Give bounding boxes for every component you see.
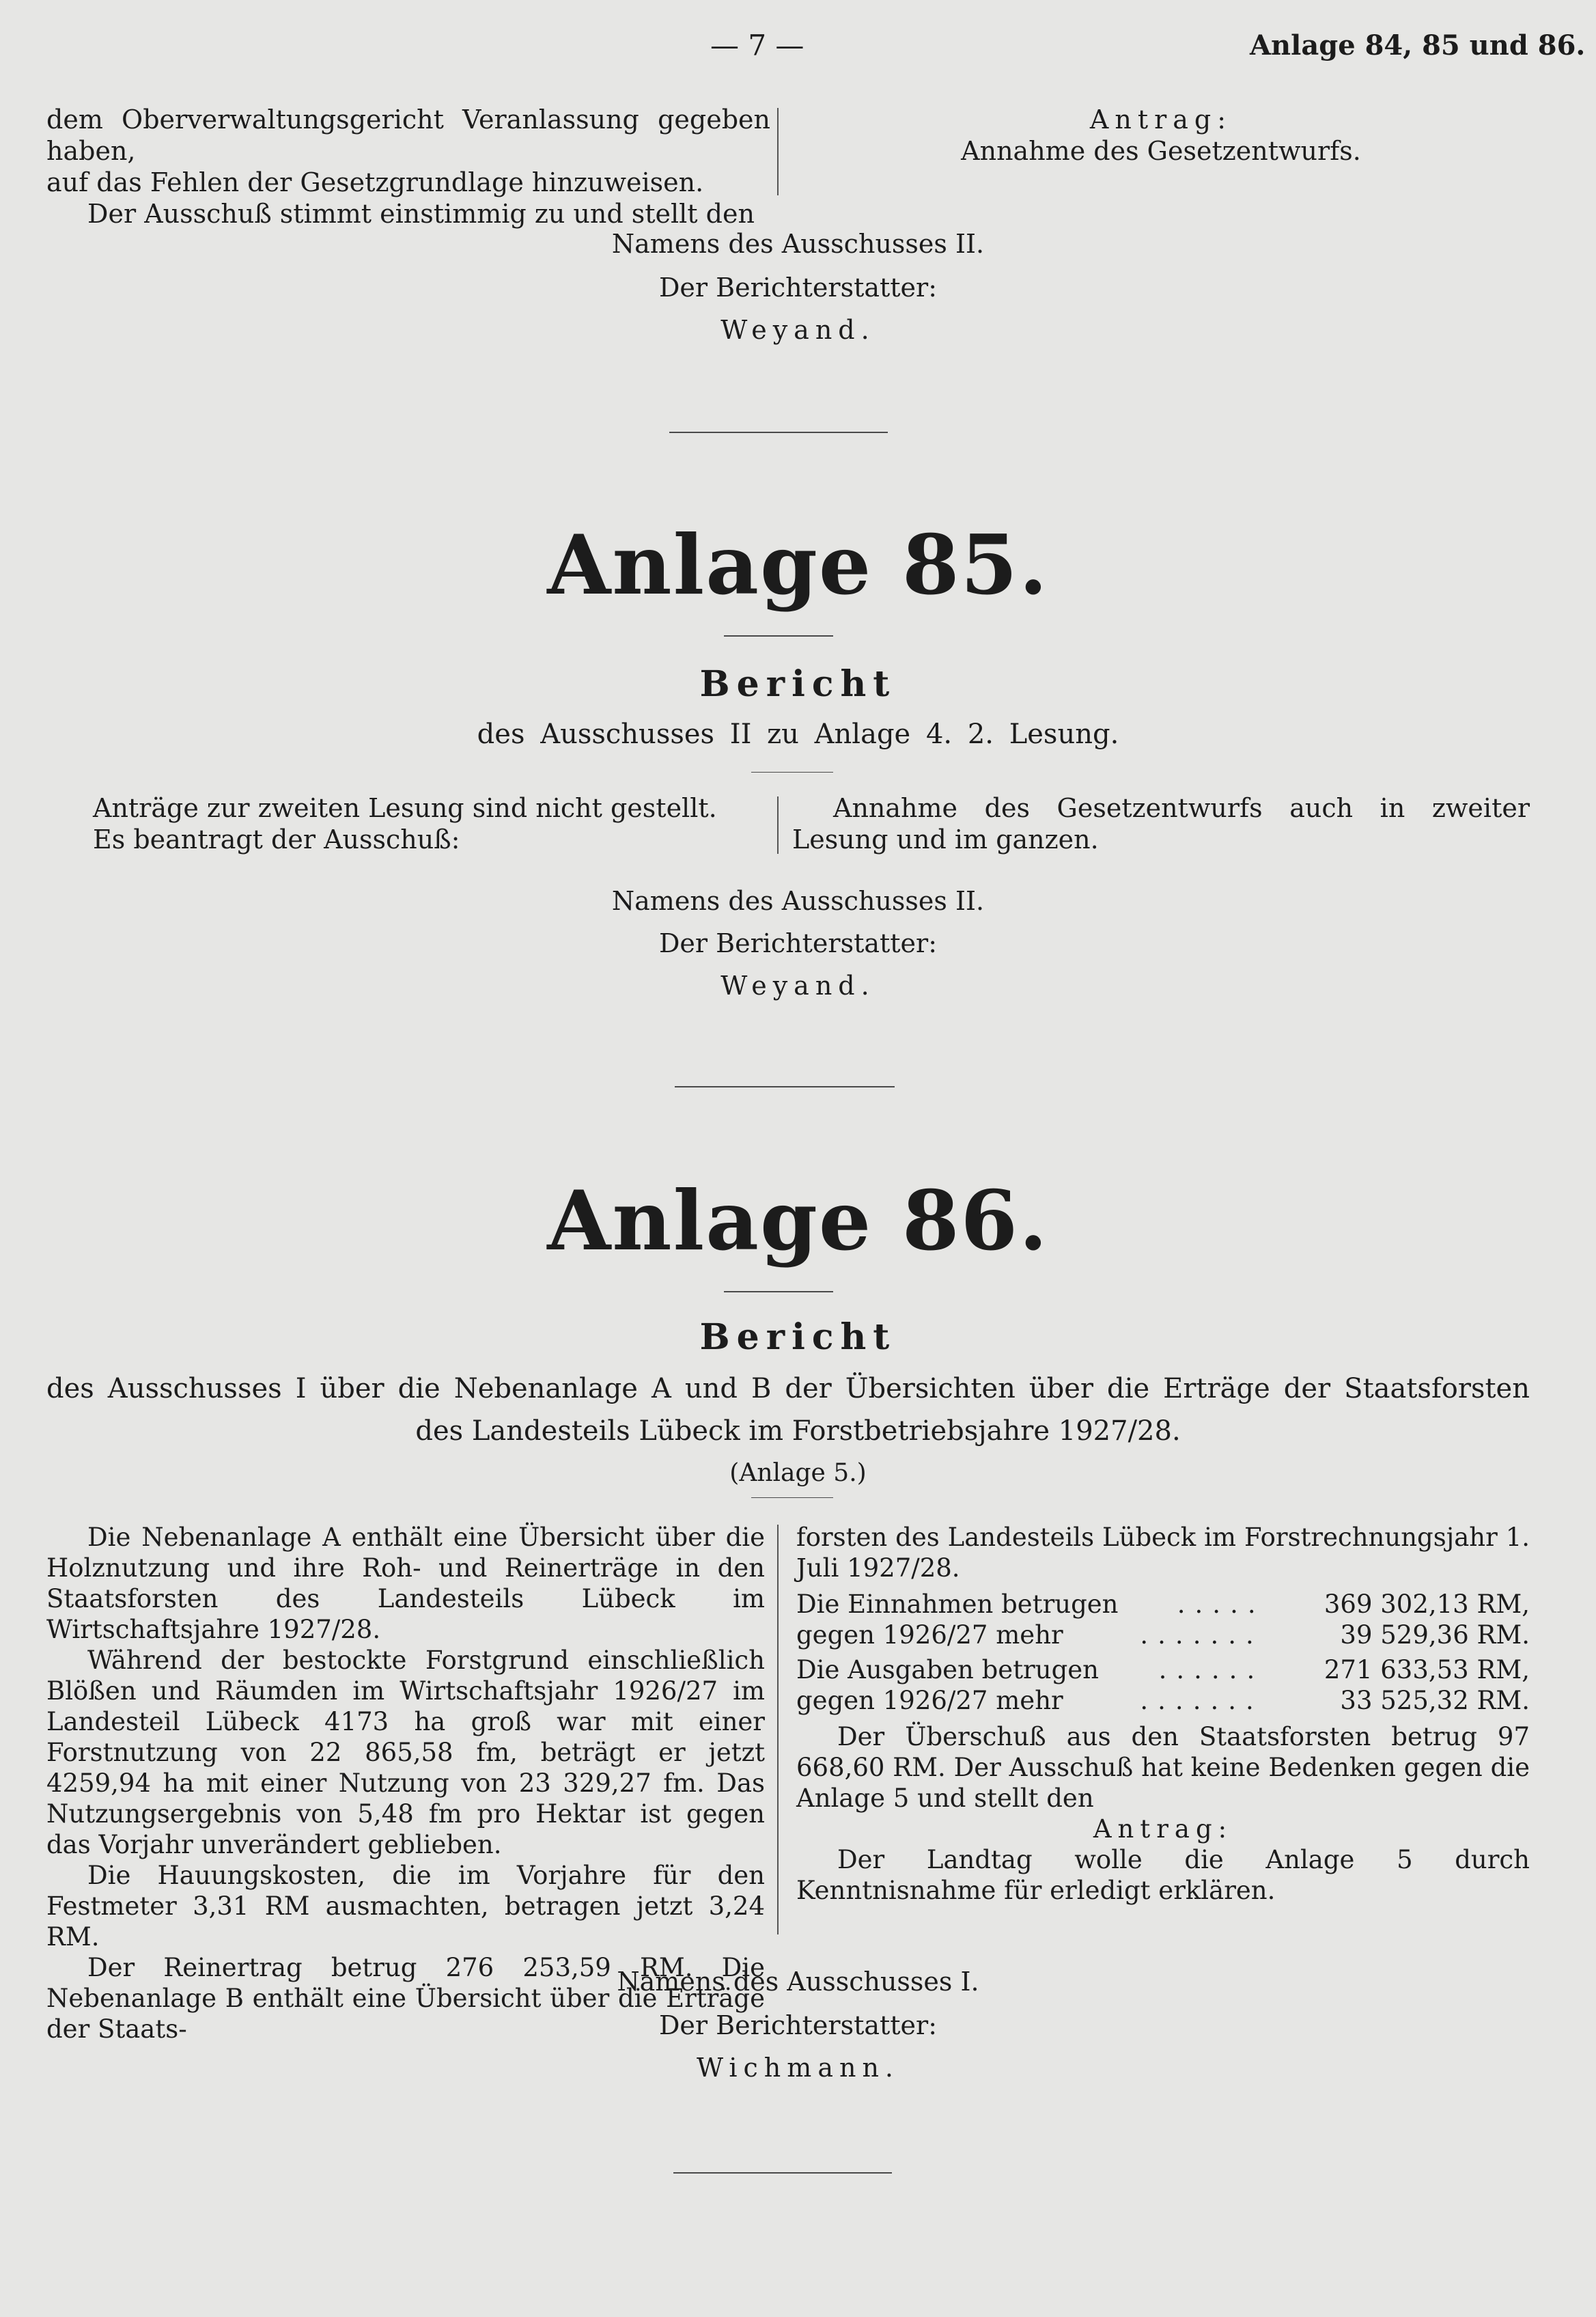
anlage84-left-column [46, 104, 770, 230]
text-line: auf das Fehlen der Gesetzgrundlage hinzuweisen. [46, 167, 704, 197]
signature-committee: Namens des Ausschusses II. [611, 229, 985, 259]
anlage85-bericht-heading: Bericht [699, 663, 897, 705]
anlage86-subtitle-line3: (Anlage 5.) [729, 1459, 867, 1487]
finance-dots: ....... [1140, 1620, 1263, 1650]
signature-role: Der Berichterstatter: [658, 2010, 938, 2040]
signature-name: Weyand. [720, 315, 876, 345]
anlage84-right-column [792, 104, 1530, 167]
finance-label: Die Einnahmen betrugen [796, 1590, 1119, 1619]
signature-role: Der Berichterstatter: [658, 273, 938, 303]
finance-table [796, 1589, 1530, 1716]
anlage86-subtitle-line1: des Ausschusses I über die Nebenanlage A und B der Übersichten über die Erträge der Staatsforsten [46, 1373, 1530, 1404]
finance-dots: ...... [1158, 1655, 1265, 1684]
finance-value: 33 525,32 RM. [1340, 1686, 1530, 1715]
paragraph: Die Nebenanlage A enthält eine Übersicht über die Holznutzung und ihre Roh- und Reinerträge in den Staatsforsten des Landesteils Lübeck im Wirtschaftsjahre 1927/28. [46, 1523, 765, 1644]
column-divider [777, 796, 779, 854]
title-underline [724, 1291, 833, 1292]
running-head: Anlage 84, 85 und 86. [1250, 29, 1586, 61]
signature-committee: Namens des Ausschusses II. [611, 886, 985, 916]
subtitle-underline [751, 1497, 833, 1498]
signature-name: Wichmann. [696, 2053, 899, 2083]
finance-value: 271 633,53 RM, [1324, 1655, 1530, 1684]
finance-dots: ....... [1140, 1686, 1263, 1715]
paragraph: Der Überschuß aus den Staatsforsten betrug 97 668,60 RM. Der Ausschuß hat keine Bedenken gegen die Anlage 5 und stellt den [796, 1722, 1530, 1813]
paragraph: Die Hauungskosten, die im Vorjahre für den Festmeter 3,31 RM ausmachten, betragen jetzt 3,24 RM. [46, 1861, 765, 1952]
title-underline [724, 635, 833, 637]
finance-value: 369 302,13 RM, [1324, 1590, 1530, 1619]
text-line: Annahme des Gesetzentwurfs auch in zweiter [833, 793, 1530, 823]
page-number: — 7 — [710, 29, 804, 62]
antrag-text: Der Landtag wolle die Anlage 5 durch Kenntnisnahme für erledigt erklären. [796, 1845, 1530, 1905]
section-divider [675, 1086, 895, 1087]
antrag-label: Antrag: [1093, 1814, 1233, 1844]
column-divider [777, 1525, 779, 1934]
anlage85-left-column [93, 792, 769, 855]
section-divider [669, 432, 888, 433]
anlage86-right-column [796, 1522, 1530, 1906]
column-divider [777, 108, 779, 195]
subtitle-underline [751, 772, 833, 773]
anlage86-title: Anlage 86. [547, 1173, 1049, 1269]
paragraph: Der Reinertrag betrug 276 253,59 RM. Die Nebenanlage B enthält eine Übersicht über die Erträge der Staats- [46, 1953, 765, 2044]
signature-name: Weyand. [720, 971, 876, 1001]
paragraph: Während der bestockte Forstgrund einschließlich Blößen und Räumden im Wirtschaftsjahr 1926/27 im Landesteil Lübeck 4173 ha groß war mit einer Forstnutzung von 22 865,58 fm, beträgt er jetzt 4259,94 ha mit einer Nutzung von 23 329,27 fm. Das Nutzungsergebnis von 5,48 fm pro Hektar ist gegen das Vorjahr unverändert geblieben. [46, 1646, 765, 1859]
finance-row [796, 1589, 1530, 1620]
anlage86-subtitle-line2: des Landesteils Lübeck im Forstbetriebsjahre 1927/28. [415, 1415, 1181, 1447]
signature-committee: Namens des Ausschusses I. [617, 1967, 979, 1997]
finance-row [796, 1620, 1530, 1650]
text-line: Lesung und im ganzen. [792, 824, 1099, 855]
paragraph: forsten des Landesteils Lübeck im Forstrechnungsjahr 1. Juli 1927/28. [796, 1523, 1530, 1583]
section-divider [673, 2172, 892, 2174]
anlage86-bericht-heading: Bericht [699, 1316, 897, 1358]
finance-value: 39 529,36 RM. [1340, 1620, 1530, 1650]
text-line: Es beantragt der Ausschuß: [93, 824, 460, 855]
finance-label: gegen 1926/27 mehr [796, 1686, 1063, 1715]
finance-row [796, 1685, 1530, 1716]
anlage85-subtitle: des Ausschusses II zu Anlage 4. 2. Lesung. [477, 719, 1119, 750]
finance-dots: ..... [1177, 1590, 1265, 1619]
finance-label: Die Ausgaben betrugen [796, 1655, 1099, 1684]
text-line: Der Ausschuß stimmt einstimmig zu und stellt den [87, 199, 755, 229]
text-line: dem Oberverwaltungsgericht Veranlassung gegeben haben, [46, 105, 770, 166]
text-line: Anträge zur zweiten Lesung sind nicht gestellt. [93, 793, 717, 823]
finance-row [796, 1654, 1530, 1685]
signature-role: Der Berichterstatter: [658, 928, 938, 958]
anlage85-title: Anlage 85. [547, 517, 1049, 613]
finance-label: gegen 1926/27 mehr [796, 1620, 1063, 1650]
antrag-text: Annahme des Gesetzentwurfs. [961, 136, 1361, 166]
antrag-label: Antrag: [1089, 105, 1233, 135]
anlage85-right-column [792, 792, 1530, 855]
